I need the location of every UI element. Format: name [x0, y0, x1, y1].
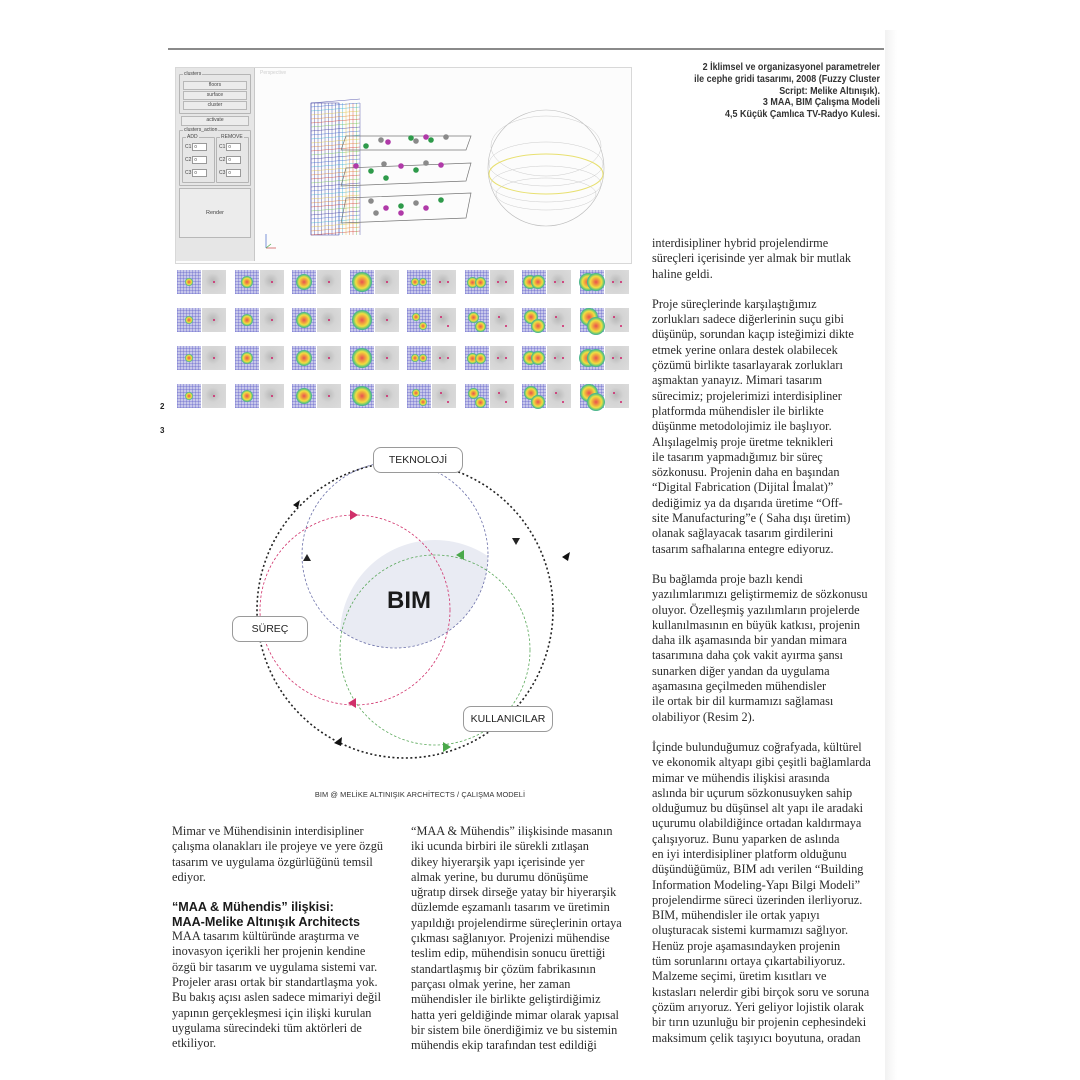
cluster-thumbnail [235, 270, 284, 294]
text-line: iki ucunda birbiri ile sürekli zıtlaşan [411, 839, 589, 854]
cluster-thumbnail [465, 270, 514, 294]
text-line: düşünme metodolojimiz ile başlıyor. [652, 419, 832, 434]
text-line: uğratıp dirsek dirseğe yatay bir hiyerarşik [411, 885, 617, 900]
cluster-thumbnail [580, 346, 629, 370]
remove-c2-label: C2 [219, 156, 226, 163]
text-line: almak yerine, bu durumu dönüşüme [411, 869, 589, 884]
remove-c3-label: C3 [219, 169, 226, 176]
text-line: MAA-Melike Altınışık Architects [172, 914, 361, 929]
text-line: platformda mühendisler ile birlikte [652, 403, 824, 418]
cluster-thumbnail [177, 346, 226, 370]
text-line: aşmaktan yanayız. Mimari tasarım [652, 373, 823, 388]
text-line: Bu bağlamda proje bazlı kendi [652, 571, 803, 586]
cluster-sphere [368, 168, 374, 174]
body-paragraph [652, 572, 884, 725]
cluster-sphere [398, 203, 404, 209]
text-line: uçurumu olabildiğince ortadan kaldırmaya [652, 816, 862, 831]
viewport-canvas [256, 68, 630, 261]
remove-c2-stepper[interactable] [219, 156, 241, 164]
body-paragraph [172, 929, 397, 1051]
text-column-3 [652, 236, 884, 1046]
text-line: zorlukları sadece diğerlerinin suçu gibi [652, 312, 844, 327]
text-line: aslında bir uçurum sözkonusuyken sahip [652, 785, 853, 800]
add-label: ADD [187, 134, 198, 140]
text-line: daha ilk aşamasında bir yandan mimara [652, 633, 847, 648]
cluster-thumbnail [177, 270, 226, 294]
cluster-sphere [385, 139, 391, 145]
text-line: Alışılagelmiş proje üretme teknikleri [652, 434, 834, 449]
text-line: aşamasına geçilmeden mühendisler [652, 679, 827, 694]
figure-2-software-screenshot [175, 67, 632, 264]
text-line: projelendirme süreci üzerinden ilerliyoruz. [652, 892, 863, 907]
text-line: site Manufacturing”e ( Saha dışı üretim) [652, 511, 851, 526]
add-c2-stepper[interactable] [185, 156, 207, 164]
text-line: standartlaşmış bir çözüm fabrikasının [411, 961, 596, 976]
cluster-sphere [413, 167, 419, 173]
remove-c1-input[interactable]: 0 [226, 143, 241, 151]
text-line: oluşturacak sistemi kurmamızı sağlıyor. [652, 923, 849, 938]
text-line: olduğumuz bu düşünsel alt yapı ile aradaki [652, 801, 864, 816]
text-line: ile ortak bir dil kurmamızı sağlaması [652, 694, 834, 709]
cluster-thumbnail [177, 384, 226, 408]
clusters-action-label: clusters_action [184, 127, 218, 133]
floors-button[interactable]: floors [183, 81, 247, 90]
text-line: süreçleri içerisinde yer almak bir mutlak [652, 251, 852, 266]
remove-c3-stepper[interactable] [219, 169, 241, 177]
cluster-thumbnail [465, 384, 514, 408]
text-line: mühendis ekip tarafından test edildiği [411, 1038, 597, 1053]
text-line: düşünüp, sorundan kaçıp isteğimizi dikte [652, 327, 854, 342]
facade-grid [311, 99, 360, 235]
cluster-sphere [408, 135, 414, 141]
body-paragraph [652, 740, 884, 1046]
arrow-icon [512, 538, 520, 545]
text-line: özgü bir tasarım ve uygulama sistemi var. [172, 959, 378, 974]
text-line: yapının gerçekleşmesi için ilişki kurulan [172, 1005, 372, 1020]
text-column-2 [411, 824, 641, 1053]
text-line: çözüm arıyoruz. Yeri geliyor lojistik olarak [652, 999, 865, 1014]
caption-line: 4,5 Küçük Çamlıca TV-Radyo Kulesi. [725, 109, 880, 121]
text-line: Mimar ve Mühendisinin interdisipliner [172, 824, 364, 838]
cluster-spheres [353, 134, 449, 216]
cluster-thumbnail [350, 308, 399, 332]
overlap-fill [340, 540, 530, 730]
clusters-action-group [179, 127, 251, 186]
cluster-sphere [413, 138, 419, 144]
text-line: ile tasarım yapmadığımız bir süreç [652, 449, 823, 464]
text-line: tasarım ve uygulama özgürlüğünü temsil [172, 854, 373, 869]
cluster-sphere [428, 137, 434, 143]
text-line: uygulama sürecindeki tüm aktörleri de [172, 1020, 362, 1035]
cluster-thumbnail [292, 384, 341, 408]
cluster-sphere [423, 205, 429, 211]
figure-number-2: 2 [160, 402, 165, 411]
add-c2-label: C2 [185, 156, 192, 163]
text-line: dikey hiyerarşik yapı içerisinde yer [411, 854, 585, 869]
text-line: etmek yerine onlara destek olabilecek [652, 342, 838, 357]
cluster-sphere [363, 143, 369, 149]
remove-c1-label: C1 [219, 143, 226, 150]
control-panel [176, 68, 255, 261]
arrow-icon [293, 500, 300, 508]
surface-button[interactable]: surface [183, 91, 247, 100]
figure-number-3: 3 [160, 426, 165, 435]
arrow-icon [334, 737, 342, 746]
cluster-sphere [381, 161, 387, 167]
text-line: kullanılmasının en büyük katkısı, projenin [652, 617, 860, 632]
caption-line: 3 MAA, BIM Çalışma Modeli [762, 97, 880, 109]
cluster-thumbnail [407, 308, 456, 332]
text-line: yapıldığı projelendirme süreçlerinin ortaya [411, 915, 622, 930]
body-paragraph [652, 297, 884, 557]
cluster-thumbnail [350, 270, 399, 294]
text-line: Bu bakış açısı aslen sadece mimariyi değil [172, 990, 381, 1005]
cluster-thumbnail [465, 308, 514, 332]
cluster-sphere [438, 197, 444, 203]
caption-line: ile cephe gridi tasarımı, 2008 (Fuzzy Cluster [694, 73, 880, 85]
text-line: parçası olmak yerine, her zaman [411, 976, 571, 991]
cluster-thumbnail [522, 270, 571, 294]
cluster-thumbnail [522, 308, 571, 332]
text-line: sözkonusu. Projenin daha en başından [652, 465, 840, 480]
cluster-sphere [368, 198, 374, 204]
add-group [182, 134, 215, 183]
cluster-thumbnail [350, 346, 399, 370]
cluster-thumbnail [292, 346, 341, 370]
text-line: haline geldi. [652, 266, 713, 281]
top-rule [168, 48, 884, 50]
cluster-sphere [353, 163, 359, 169]
text-line: interdisipliner hybrid projelendirme [652, 236, 829, 250]
text-line: bir sistem bile önerdiğimiz ve bu sistemin [411, 1022, 618, 1037]
cluster-thumbnail [407, 384, 456, 408]
text-line: Malzeme seçimi, üretim kısıtları ve [652, 969, 827, 984]
section-heading [172, 900, 397, 929]
text-line: olanak sağlayacak tasarım girdilerini [652, 526, 834, 541]
cluster-sphere [438, 162, 444, 168]
diagram-caption: BIM @ MELİKE ALTINIŞIK ARCHİTECTS / ÇALIŞMA MODELİ [314, 790, 526, 799]
text-column-1 [172, 824, 397, 1052]
add-c3-stepper[interactable] [185, 169, 207, 177]
cluster-thumbnail [177, 308, 226, 332]
text-line: en iyi interdisipliner platform olduğunu [652, 846, 847, 861]
floor-plane-mid [341, 163, 471, 186]
clusters-group-label: clusters [184, 71, 202, 77]
text-line: yazılımlarımızı geliştirmemiz de sözkonusu [652, 587, 868, 602]
text-line: mimar ve mühendis ilişkisi arasında [652, 770, 830, 785]
cluster-thumbnail [522, 346, 571, 370]
floor-plane-bottom [341, 193, 471, 223]
text-line: tüm sorunlarını ortaya çıkartabiliyoruz. [652, 954, 846, 969]
body-paragraph [411, 824, 641, 1053]
render-button[interactable]: Render [179, 188, 251, 238]
viewport-label: Perspective [260, 70, 287, 76]
cluster-button[interactable]: cluster [183, 101, 247, 110]
text-line: inovasyon içerikli her projenin kendine [172, 944, 366, 959]
cluster-thumbnail [235, 346, 284, 370]
text-line: Henüz proje aşamasındayken projenin [652, 938, 841, 953]
text-line: oluyor. Özelleşmiş yazılımların projelerde [652, 602, 860, 617]
text-line: “MAA & Mühendis” ilişkisi: [172, 900, 334, 915]
cluster-thumbnail [292, 270, 341, 294]
cluster-thumbnail [580, 270, 629, 294]
cluster-sphere [378, 137, 384, 143]
cluster-sphere [443, 134, 449, 140]
cluster-thumbnail [350, 384, 399, 408]
intro-paragraph [172, 824, 397, 885]
text-line: sunarken diğer yandan da uygulama [652, 663, 830, 678]
text-line: Projeler arası ortak bir standartlaşma yok. [172, 975, 378, 990]
text-line: hatta yeri geldiğinde mimar olarak yapısal [411, 1007, 619, 1022]
text-line: mühendisler ile birlikte geliştirdiğimiz [411, 992, 601, 1007]
text-line: “MAA & Mühendis” ilişkisinde masanın [411, 824, 613, 838]
text-line: MAA tasarım kültüründe araştırma ve [172, 929, 360, 944]
remove-label: REMOVE [221, 134, 243, 140]
sun-path-dome [488, 110, 604, 226]
cluster-thumbnail [292, 308, 341, 332]
text-line: bir tırın uzunluğu bir projenin cephesindeki [652, 1015, 867, 1030]
activate-button[interactable]: activate [181, 116, 249, 126]
page-edge-shadow [885, 30, 897, 1080]
text-line: BIM, mühendisler ile ortak yapıyı [652, 908, 820, 923]
cluster-sphere [398, 210, 404, 216]
text-line: İçinde bulunduğumuz coğrafyada, kültürel [652, 739, 862, 754]
text-line: Proje süreçlerinde karşılaştığımız [652, 296, 817, 311]
arrow-icon [348, 698, 356, 708]
add-c1-input[interactable]: 0 [192, 143, 207, 151]
caption-line: 2 İklimsel ve organizasyonel parametreler [702, 62, 880, 73]
add-c1-label: C1 [185, 143, 192, 150]
cluster-thumbnail [407, 270, 456, 294]
cluster-thumbnail-grid [177, 270, 632, 410]
cluster-sphere [383, 205, 389, 211]
node-process: SÜREÇ [232, 616, 308, 642]
remove-c1-stepper[interactable] [219, 143, 241, 151]
text-line: etkiliyor. [172, 1036, 217, 1051]
text-line: çalışma olanakları ile projeye ve yere özgü [172, 839, 383, 854]
add-c3-label: C3 [185, 169, 192, 176]
body-paragraph [652, 236, 884, 282]
bim-work-model-diagram [220, 440, 590, 760]
text-line: tasarım safhalarına entegre ediyoruz. [652, 541, 834, 556]
cluster-thumbnail [522, 384, 571, 408]
arrow-icon [443, 742, 451, 752]
text-line: çalışıyoruz. Bunu yaparken de aslında [652, 831, 840, 846]
cluster-sphere [398, 163, 404, 169]
text-line: “Digital Fabrication (Dijital İmalat)” [652, 480, 834, 495]
remove-c2-input[interactable]: 0 [226, 156, 241, 164]
remove-group [216, 134, 249, 183]
cluster-sphere [423, 134, 429, 140]
axis-gizmo [266, 234, 276, 248]
text-line: maksimum çelik taşıyıcı boyutuna, oradan [652, 1030, 861, 1045]
text-line: düşündüğümüz, BIM adı verilen “Building [652, 862, 864, 877]
node-users: KULLANICILAR [463, 706, 553, 732]
text-line: çözümü birlikte tasarlayarak zorlukları [652, 358, 843, 373]
cluster-thumbnail [465, 346, 514, 370]
cluster-thumbnail [407, 346, 456, 370]
text-line: teslim edip, mühendisin sonucu ürettiği [411, 946, 606, 961]
cluster-sphere [383, 175, 389, 181]
add-c2-input[interactable]: 0 [192, 156, 207, 164]
remove-c3-input[interactable]: 0 [226, 169, 241, 177]
caption-line: Script: Melike Altınışık). [779, 85, 880, 97]
text-line: olabiliyor (Resim 2). [652, 709, 755, 724]
text-line: ve ekonomik altyapı gibi çeşitli bağlamlarda [652, 755, 871, 770]
floor-plane-top [341, 136, 471, 150]
arrow-icon [350, 510, 358, 520]
bim-center-label: BIM [387, 587, 431, 614]
perspective-viewport[interactable] [256, 68, 630, 261]
cluster-thumbnail [580, 384, 629, 408]
arrow-icon [562, 552, 570, 561]
figure-caption [590, 62, 880, 121]
cluster-sphere [373, 210, 379, 216]
cluster-thumbnail [580, 308, 629, 332]
text-line: ediyor. [172, 869, 206, 884]
text-line: kıstasları nelerdir gibi birçok soru ve soruna [652, 984, 870, 999]
add-c3-input[interactable]: 0 [192, 169, 207, 177]
add-c1-stepper[interactable] [185, 143, 207, 151]
cluster-sphere [413, 200, 419, 206]
text-line: sürecimiz; projelerimizi interdisipliner [652, 388, 842, 403]
clusters-group [179, 71, 251, 114]
cluster-thumbnail [235, 384, 284, 408]
cluster-thumbnail [235, 308, 284, 332]
cluster-sphere [423, 160, 429, 166]
arrow-icon [303, 554, 311, 561]
text-line: dediğimiz ya da dışarıda üretime “Off- [652, 495, 843, 510]
text-line: düzlemde eşzamanlı tasarım ve üretimin [411, 900, 610, 915]
text-line: Information Modeling-Yapı Bilgi Modeli” [652, 877, 861, 892]
text-line: tasarımına daha çok vakit ayırma şansı [652, 648, 843, 663]
text-line: çıkması sağlanıyor. Projenizi mühendise [411, 931, 610, 946]
node-technology: TEKNOLOJİ [373, 447, 463, 473]
